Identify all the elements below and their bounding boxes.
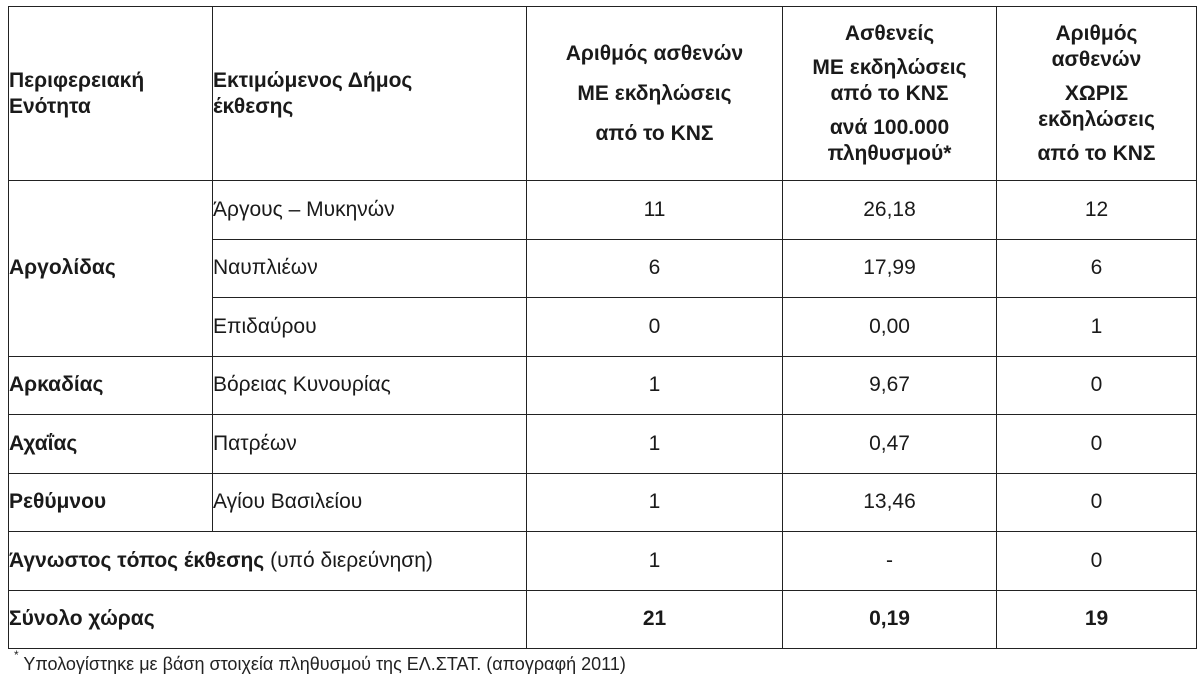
total-per100k-cell: 0,19 (783, 590, 997, 649)
unknown-location-label: Άγνωστος τόπος έκθεσης (9, 548, 265, 572)
table-row (9, 356, 1197, 415)
header-text: ΧΩΡΙΣ (1064, 81, 1129, 105)
header-text: Ασθενείς (844, 21, 935, 45)
table-row (9, 415, 1197, 474)
per100k-cell: 17,99 (783, 239, 997, 298)
per100k-cell: 13,46 (783, 473, 997, 532)
table-row (9, 181, 1197, 240)
municipality-cell: Αγίου Βασιλείου (213, 473, 527, 532)
header-row (9, 7, 1197, 181)
unknown-location-row (9, 532, 1197, 591)
total-with-cell: 21 (527, 590, 783, 649)
region-cell: Αρκαδίας (9, 356, 213, 415)
municipality-cell: Άργους – Μυκηνών (213, 181, 527, 240)
cases-with-cell: 1 (527, 473, 783, 532)
cases-without-cell: 0 (997, 356, 1197, 415)
cases-with-cell: 1 (527, 356, 783, 415)
cases-with-cell: 1 (527, 532, 783, 591)
cases-without-cell: 0 (997, 415, 1197, 474)
header-text: ΜΕ εκδηλώσεις (577, 81, 732, 105)
cases-with-cell: 11 (527, 181, 783, 240)
cases-without-cell: 0 (997, 532, 1197, 591)
unknown-location-note: (υπό διερεύνηση) (270, 548, 433, 572)
header-municipality (213, 7, 527, 181)
total-row (9, 590, 1197, 649)
region-cell: Αργολίδας (9, 181, 213, 357)
municipality-cell: Βόρειας Κυνουρίας (213, 356, 527, 415)
header-text: από το ΚΝΣ (1037, 141, 1156, 165)
header-text: Αριθμός (1055, 21, 1138, 45)
cases-with-cell: 1 (527, 415, 783, 474)
header-text: ασθενών (1051, 47, 1142, 71)
per100k-cell: 9,67 (783, 356, 997, 415)
cases-without-cell: 1 (997, 298, 1197, 357)
footnote-mark: * (14, 648, 19, 662)
total-label: Σύνολο χώρας (9, 590, 527, 649)
cases-without-cell: 6 (997, 239, 1197, 298)
region-cell: Αχαΐας (9, 415, 213, 474)
header-text: Εκτιμώμενος Δήμος (213, 68, 413, 92)
header-text: ΜΕ εκδηλώσεις (812, 55, 967, 79)
footnote (14, 648, 626, 675)
cases-without-cell: 12 (997, 181, 1197, 240)
header-text: Περιφερειακή (9, 68, 145, 92)
header-text: πληθυσμού* (827, 141, 952, 165)
municipality-cell: Πατρέων (213, 415, 527, 474)
header-text: Ενότητα (9, 94, 91, 118)
footnote-text: Υπολογίστηκε με βάση στοιχεία πληθυσμού της ΕΛ.ΣΤΑΤ. (απογραφή 2011) (23, 654, 626, 674)
header-text: ανά 100.000 (829, 115, 950, 139)
header-text: από το ΚΝΣ (595, 121, 714, 145)
cases-without-cell: 0 (997, 473, 1197, 532)
table-row (9, 473, 1197, 532)
cases-table (8, 6, 1197, 649)
per100k-cell: - (783, 532, 997, 591)
header-cases-with-cns (527, 7, 783, 181)
header-text: εκδηλώσεις (1038, 107, 1155, 131)
cases-with-cell: 6 (527, 239, 783, 298)
per100k-cell: 0,00 (783, 298, 997, 357)
municipality-cell: Ναυπλιέων (213, 239, 527, 298)
header-cases-without-cns (997, 7, 1197, 181)
municipality-cell: Επιδαύρου (213, 298, 527, 357)
per100k-cell: 0,47 (783, 415, 997, 474)
header-text: από το ΚΝΣ (830, 81, 949, 105)
header-regional-unit (9, 7, 213, 181)
unknown-location-cell (9, 532, 527, 591)
cases-with-cell: 0 (527, 298, 783, 357)
per100k-cell: 26,18 (783, 181, 997, 240)
total-without-cell: 19 (997, 590, 1197, 649)
header-text: Αριθμός ασθενών (565, 41, 744, 65)
header-text: έκθεσης (213, 94, 294, 118)
region-cell: Ρεθύμνου (9, 473, 213, 532)
header-cases-per-100k (783, 7, 997, 181)
